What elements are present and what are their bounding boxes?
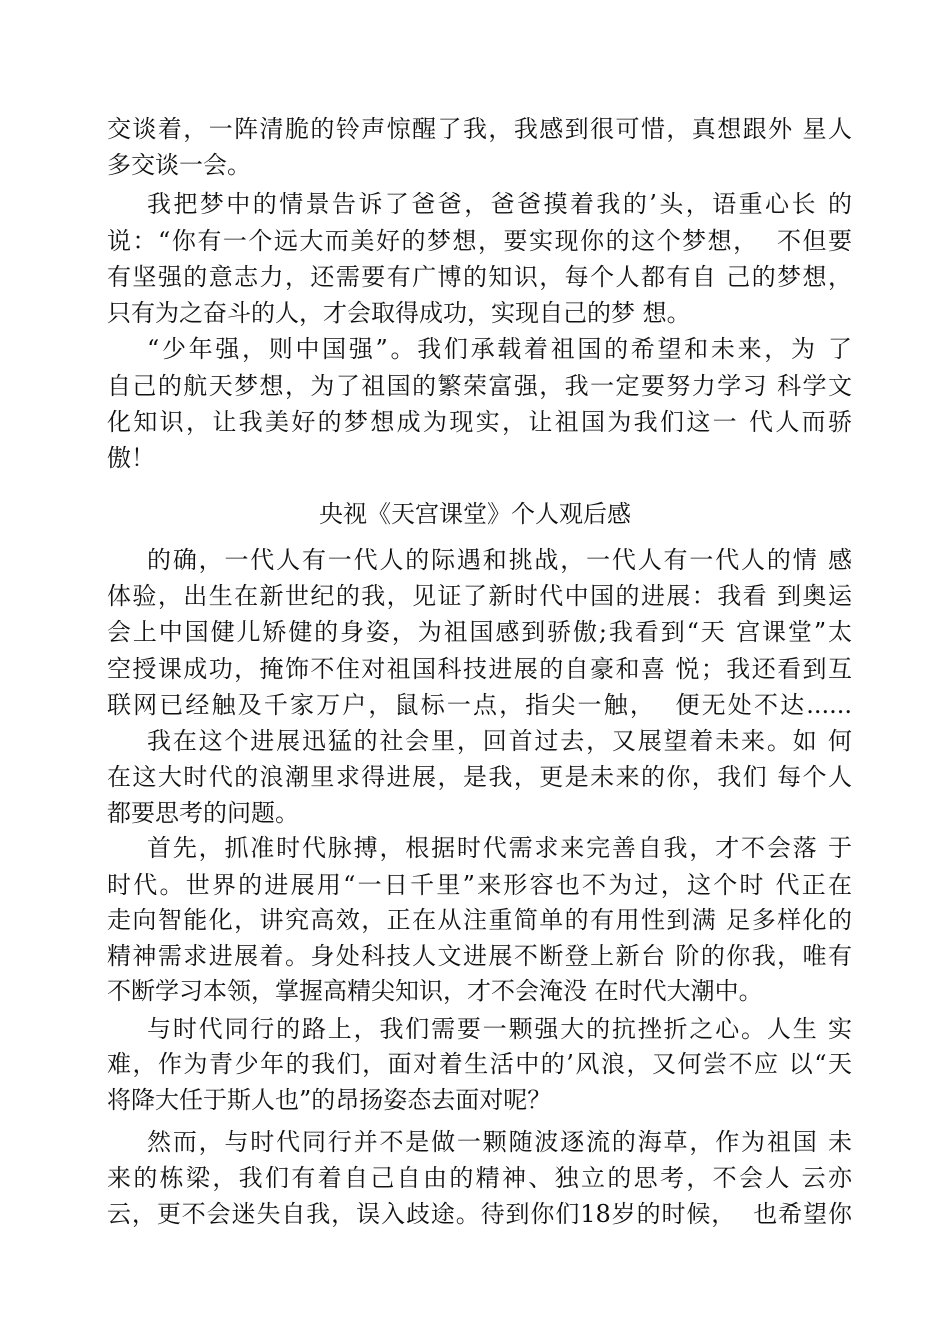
paragraph-line: 交谈着，一阵清脆的铃声惊醒了我，我感到很可惜，真想跟外 星人 <box>107 115 852 143</box>
paragraph-line: 将降大任于斯人也”的昂扬姿态去面对呢？ <box>107 1086 552 1114</box>
paragraph-line: 不断学习本领，掌握高精尖知识，才不会淹没 在时代大潮中。 <box>107 977 763 1005</box>
paragraph-line: 与时代同行的路上，我们需要一颗强大的抗挫折之心。人生 实 <box>147 1015 852 1043</box>
paragraph-line: 化知识，让我美好的梦想成为现实，让祖国为我们这一 代人而骄 <box>107 408 852 436</box>
section-title: 央视《天宫课堂》个人观后感 <box>319 500 631 528</box>
paragraph-line: 云，更不会迷失自我，误入歧途。待到你们18岁的时候， 也希望你 <box>107 1200 852 1228</box>
paragraph-line: 在这大时代的浪潮里求得进展，是我，更是未来的你，我们 每个人 <box>107 763 852 791</box>
paragraph-line: 走向智能化，讲究高效，正在从注重简单的有用性到满 足多样化的 <box>107 906 852 934</box>
paragraph-line: 时代。世界的进展用“一日千里”来形容也不为过，这个时 代正在 <box>107 871 852 899</box>
paragraph-line: 的确，一代人有一代人的际遇和挑战，一代人有一代人的情 感 <box>147 546 852 574</box>
paragraph-line: 傲！ <box>107 444 155 472</box>
paragraph-line: 我在这个进展迅猛的社会里，回首过去，又展望着未来。如 何 <box>147 727 852 755</box>
paragraph-line: 然而，与时代同行并不是做一颗随波逐流的海草，作为祖国 未 <box>147 1128 852 1156</box>
paragraph-line: 体验，出生在新世纪的我，见证了新时代中国的进展：我看 到奥运 <box>107 582 852 610</box>
paragraph-line: 难，作为青少年的我们，面对着生活中的’风浪，又何尝不应 以“天 <box>107 1050 852 1078</box>
paragraph-line: 会上中国健儿矫健的身姿，为祖国感到骄傲;我看到“天 宫课堂”太 <box>107 618 852 646</box>
paragraph-line: “少年强，则中国强”。我们承载着祖国的希望和未来，为 了 <box>147 335 852 363</box>
paragraph-line: 首先，抓准时代脉搏，根据时代需求来完善自我，才不会落 于 <box>147 834 852 862</box>
paragraph-line: 自己的航天梦想，为了祖国的繁荣富强，我一定要努力学习 科学文 <box>107 372 852 400</box>
paragraph-line: 有坚强的意志力，还需要有广博的知识，每个人都有自 己的梦想， <box>107 263 852 291</box>
paragraph-line: 空授课成功，掩饰不住对祖国科技进展的自豪和喜 悦；我还看到互 <box>107 655 852 683</box>
paragraph-line: 来的栋梁，我们有着自己自由的精神、独立的思考，不会人 云亦 <box>107 1164 852 1192</box>
paragraph-line: 说：“你有一个远大而美好的梦想，要实现你的这个梦想， 不但要 <box>107 227 852 255</box>
paragraph-line: 只有为之奋斗的人，才会取得成功，实现自己的梦 想。 <box>107 299 691 327</box>
paragraph-line: 我把梦中的情景告诉了爸爸，爸爸摸着我的’头，语重心长 的 <box>147 190 852 218</box>
paragraph-line: 多交谈一会。 <box>107 151 251 179</box>
paragraph-line: 联网已经触及千家万户，鼠标一点，指尖一触， 便无处不达...... <box>107 691 852 719</box>
paragraph-line: 都要思考的问题。 <box>107 799 299 827</box>
paragraph-line: 精神需求进展着。身处科技人文进展不断登上新台 阶的你我，唯有 <box>107 942 852 970</box>
